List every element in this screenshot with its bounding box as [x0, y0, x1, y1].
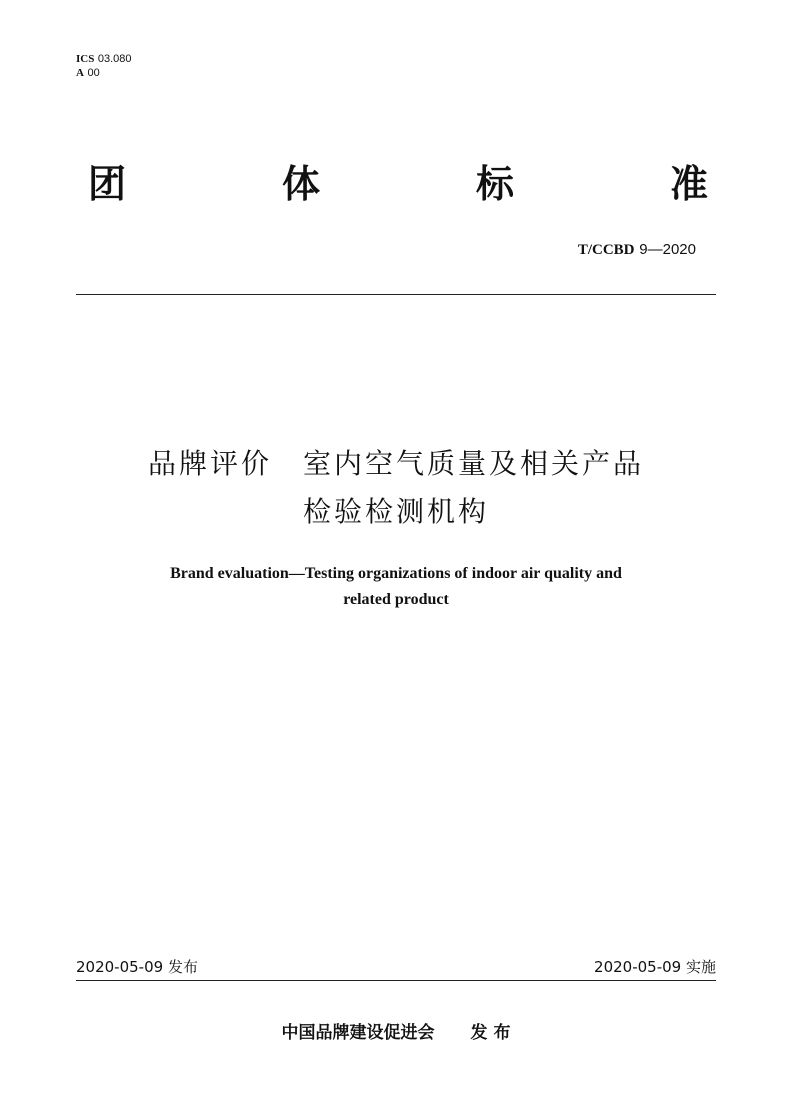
ics-line: [76, 52, 132, 66]
standard-number: [578, 240, 696, 259]
ics-classification: [76, 52, 132, 80]
issue-date: 2020-05-09 发布: [76, 958, 198, 976]
ics-label: ICS: [76, 53, 95, 65]
issuer-name: 中国品牌建设促进会: [281, 1023, 435, 1043]
standard-type-char: 团: [88, 162, 127, 206]
standard-type-char: 准: [669, 162, 708, 206]
class-code: 00: [87, 67, 100, 79]
chinese-title-line-2: 检验检测机构: [302, 495, 489, 528]
class-line: [76, 66, 132, 80]
top-divider: [76, 294, 716, 295]
chinese-title-line-1: 品牌评价 室内空气质量及相关产品: [147, 447, 644, 480]
standard-number-code: 9—2020: [639, 241, 696, 258]
standard-type-heading: [88, 160, 708, 208]
bottom-divider: [76, 980, 716, 981]
english-title-line-2: related product: [343, 591, 449, 608]
issuer-action: 发 布: [470, 1023, 511, 1043]
ics-code: 03.080: [97, 53, 132, 65]
standard-type-char: 标: [475, 162, 514, 206]
class-label: A: [76, 67, 84, 79]
standard-number-prefix: T/CCBD: [577, 242, 635, 258]
standard-type-char: 体: [281, 162, 320, 206]
issuer-line: [0, 1018, 792, 1043]
english-title-line-1: Brand evaluation—Testing organizations of indoor air quality and: [170, 565, 622, 582]
implementation-date: 2020-05-09 实施: [594, 958, 716, 976]
